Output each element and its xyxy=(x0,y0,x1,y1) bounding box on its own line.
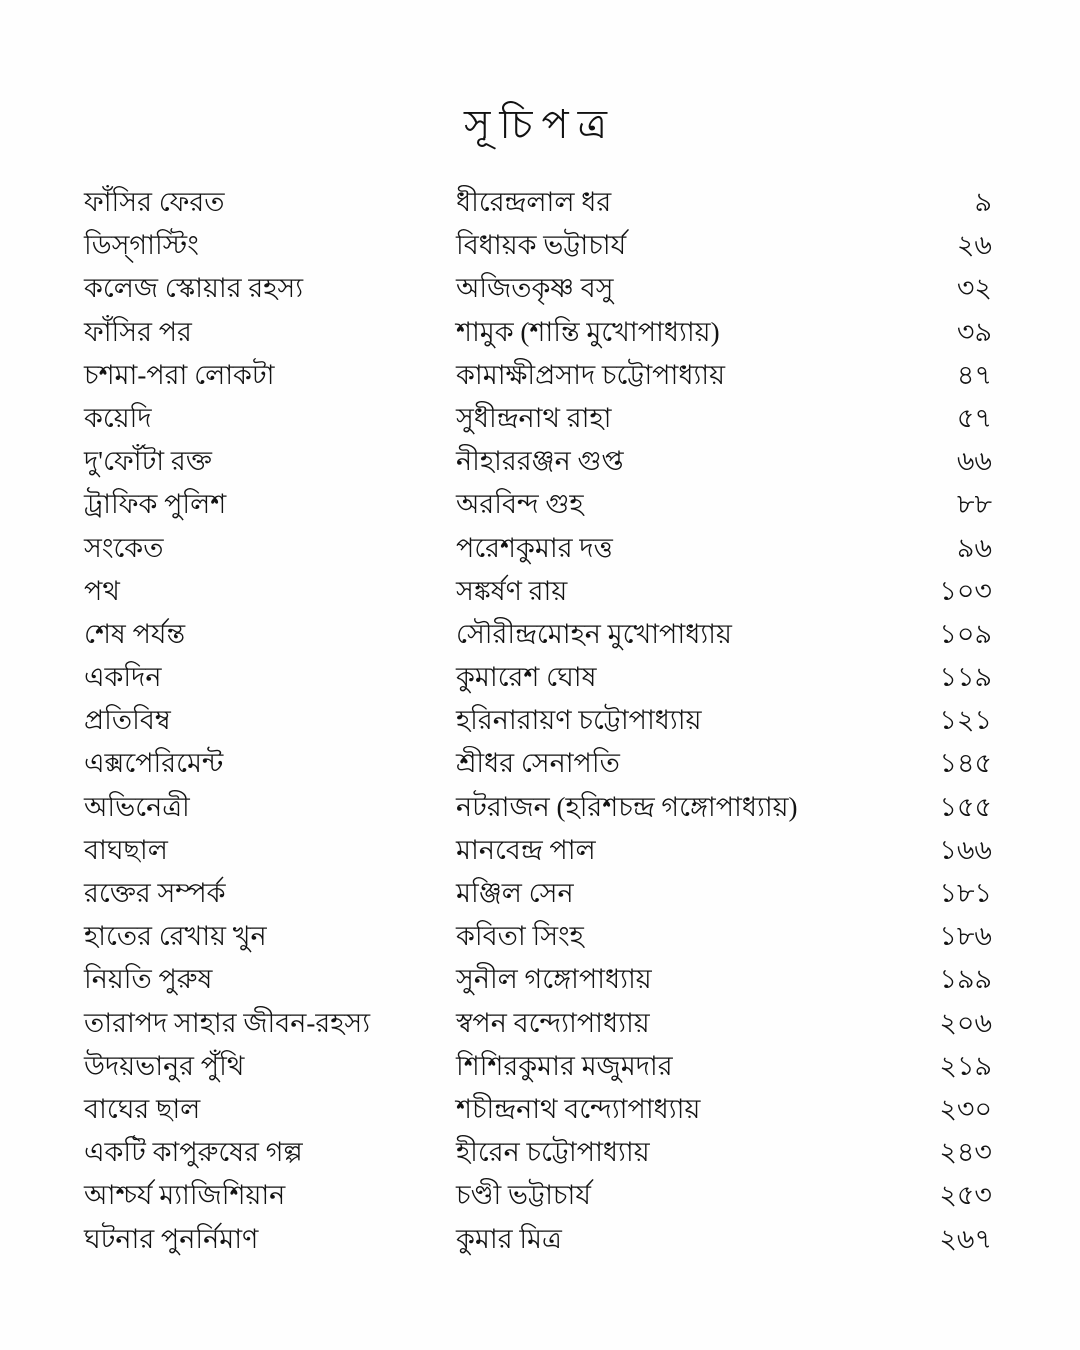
toc-entry-author: শিশিরকুমার মজুমদার xyxy=(456,1050,673,1081)
toc-entry-title: বাঘছাল xyxy=(84,834,168,865)
toc-entry-author: শচীন্দ্রনাথ বন্দ্যোপাধ্যায় xyxy=(456,1093,701,1124)
toc-entry-page-number: ১৫৫ xyxy=(939,791,992,822)
toc-entry-row[interactable] xyxy=(0,1093,1080,1136)
toc-entry-page-number: ১৮৬ xyxy=(939,921,992,952)
toc-entry-page-number: ১৪৫ xyxy=(939,748,992,779)
toc-entry-title: উদয়ভানুর পুঁথি xyxy=(84,1050,245,1081)
toc-entry-page-number: ৯ xyxy=(974,187,992,217)
toc-entry-title: বাঘের ছাল xyxy=(84,1093,201,1124)
toc-entry-row[interactable] xyxy=(0,834,1080,877)
toc-entry-page-number: ৩২ xyxy=(956,273,992,304)
toc-entry-title: কলেজ স্কোয়ার রহস্য xyxy=(84,273,304,304)
toc-entry-page-number: ১৯৯ xyxy=(939,964,992,995)
table-of-contents-list xyxy=(0,186,1080,1266)
toc-entry-title: দু'ফোঁটা রক্ত xyxy=(84,446,212,477)
toc-entry-row[interactable] xyxy=(0,1007,1080,1050)
toc-entry-author: সুধীন্দ্রনাথ রাহা xyxy=(456,402,612,433)
toc-entry-title: ডিস্‌গাস্টিং xyxy=(84,230,199,261)
toc-entry-author: কুমার মিত্র xyxy=(456,1223,562,1254)
toc-entry-row[interactable] xyxy=(0,1223,1080,1266)
toc-entry-row[interactable] xyxy=(0,1050,1080,1093)
toc-entry-row[interactable] xyxy=(0,747,1080,790)
toc-entry-page-number: ১০৩ xyxy=(939,575,992,606)
toc-entry-title: প্রতিবিম্ব xyxy=(84,705,171,736)
toc-entry-row[interactable] xyxy=(0,402,1080,445)
toc-entry-title: সংকেত xyxy=(84,532,164,563)
toc-entry-author: ধীরেন্দ্রলাল ধর xyxy=(456,187,612,217)
toc-entry-page-number: ২৬৭ xyxy=(939,1223,992,1254)
toc-entry-title: পথ xyxy=(84,575,120,606)
toc-entry-row[interactable] xyxy=(0,791,1080,834)
toc-entry-row[interactable] xyxy=(0,1179,1080,1222)
toc-entry-page-number: ৯৬ xyxy=(956,532,992,563)
toc-entry-title: রক্তের সম্পর্ক xyxy=(84,878,226,908)
toc-entry-title: ফাঁসির পর xyxy=(84,316,192,347)
toc-entry-author: অরবিন্দ গুহ xyxy=(456,489,584,520)
toc-entry-page-number: ৮৮ xyxy=(956,489,992,520)
toc-entry-author: অজিতকৃষ্ণ বসু xyxy=(456,273,614,304)
toc-entry-author: কবিতা সিংহ xyxy=(456,921,584,952)
toc-entry-author: নটরাজন (হরিশচন্দ্র গঙ্গোপাধ্যায়) xyxy=(456,791,798,822)
toc-entry-page-number: ৬৬ xyxy=(956,446,992,477)
toc-entry-row[interactable] xyxy=(0,575,1080,618)
toc-entry-author: সঙ্কর্ষণ রায় xyxy=(456,575,568,606)
toc-entry-title: ট্রাফিক পুলিশ xyxy=(84,489,227,520)
toc-entry-page-number: ৩৯ xyxy=(956,316,992,347)
toc-entry-row[interactable] xyxy=(0,229,1080,272)
toc-entry-row[interactable] xyxy=(0,704,1080,747)
toc-entry-page-number: ২৪৩ xyxy=(939,1137,992,1168)
toc-entry-author: বিধায়ক ভট্টাচার্য xyxy=(456,230,627,261)
toc-entry-title: চশমা-পরা লোকটা xyxy=(84,359,275,390)
toc-entry-author: কুমারেশ ঘোষ xyxy=(456,662,597,693)
toc-entry-row[interactable] xyxy=(0,272,1080,315)
toc-entry-page-number: ২৫৩ xyxy=(939,1180,992,1211)
toc-entry-title: এক্সপেরিমেন্ট xyxy=(84,748,224,779)
toc-entry-author: সৌরীন্দ্রমোহন মুখোপাধ্যায় xyxy=(456,618,732,649)
toc-entry-title: কয়েদি xyxy=(84,402,152,433)
toc-entry-row[interactable] xyxy=(0,920,1080,963)
toc-entry-author: কামাক্ষীপ্রসাদ চট্টোপাধ্যায় xyxy=(456,359,726,390)
toc-entry-page-number: ২৩০ xyxy=(939,1093,992,1124)
toc-entry-author: চণ্ডী ভট্টাচার্য xyxy=(456,1180,591,1211)
toc-entry-author: পরেশকুমার দত্ত xyxy=(456,532,613,563)
toc-entry-page-number: ১৮১ xyxy=(939,878,992,908)
toc-entry-row[interactable] xyxy=(0,445,1080,488)
toc-entry-row[interactable] xyxy=(0,1136,1080,1179)
toc-entry-row[interactable] xyxy=(0,618,1080,661)
toc-entry-author: শ্রীধর সেনাপতি xyxy=(456,748,620,779)
toc-entry-title: শেষ পর্যন্ত xyxy=(84,618,186,649)
toc-entry-page-number: ৪৭ xyxy=(956,359,992,390)
toc-entry-title: নিয়তি পুরুষ xyxy=(84,964,213,995)
toc-entry-page-number: ১০৯ xyxy=(939,618,992,649)
toc-entry-author: মঞ্জিল সেন xyxy=(456,878,574,908)
toc-entry-author: হীরেন চট্টোপাধ্যায় xyxy=(456,1137,650,1168)
toc-entry-page-number: ২৬ xyxy=(956,230,992,261)
toc-entry-author: শামুক (শান্তি মুখোপাধ্যায়) xyxy=(456,316,720,347)
toc-entry-author: স্বপন বন্দ্যোপাধ্যায় xyxy=(456,1007,650,1038)
toc-entry-page-number: ১১৯ xyxy=(939,662,992,693)
toc-entry-title: তারাপদ সাহার জীবন-রহস্য xyxy=(84,1007,371,1038)
toc-entry-title: ফাঁসির ফেরত xyxy=(84,187,225,217)
page-title: সূচিপত্র xyxy=(464,101,616,147)
toc-entry-title: হাতের রেখায় খুন xyxy=(84,921,267,952)
toc-entry-row[interactable] xyxy=(0,532,1080,575)
toc-entry-row[interactable] xyxy=(0,359,1080,402)
toc-entry-title: একদিন xyxy=(84,662,162,693)
toc-entry-row[interactable] xyxy=(0,186,1080,229)
toc-entry-author: মানবেন্দ্র পাল xyxy=(456,834,596,865)
toc-entry-title: অভিনেত্রী xyxy=(84,791,190,822)
toc-entry-title: আশ্চর্য ম্যাজিশিয়ান xyxy=(84,1180,286,1211)
toc-entry-row[interactable] xyxy=(0,488,1080,531)
toc-entry-page-number: ৫৭ xyxy=(956,402,992,433)
toc-entry-author: হরিনারায়ণ চট্টোপাধ্যায় xyxy=(456,705,702,736)
toc-entry-page-number: ২০৬ xyxy=(939,1007,992,1038)
toc-entry-row[interactable] xyxy=(0,316,1080,359)
toc-entry-title: একটি কাপুরুষের গল্প xyxy=(84,1137,303,1168)
toc-entry-title: ঘটনার পুনর্নিমাণ xyxy=(84,1223,259,1254)
toc-entry-row[interactable] xyxy=(0,877,1080,920)
toc-entry-author: সুনীল গঙ্গোপাধ্যায় xyxy=(456,964,652,995)
toc-entry-row[interactable] xyxy=(0,963,1080,1006)
toc-entry-page-number: ১২১ xyxy=(939,705,992,736)
toc-entry-row[interactable] xyxy=(0,661,1080,704)
toc-entry-page-number: ১৬৬ xyxy=(939,834,992,865)
toc-entry-page-number: ২১৯ xyxy=(939,1050,992,1081)
toc-entry-author: নীহাররঞ্জন গুপ্ত xyxy=(456,446,624,477)
